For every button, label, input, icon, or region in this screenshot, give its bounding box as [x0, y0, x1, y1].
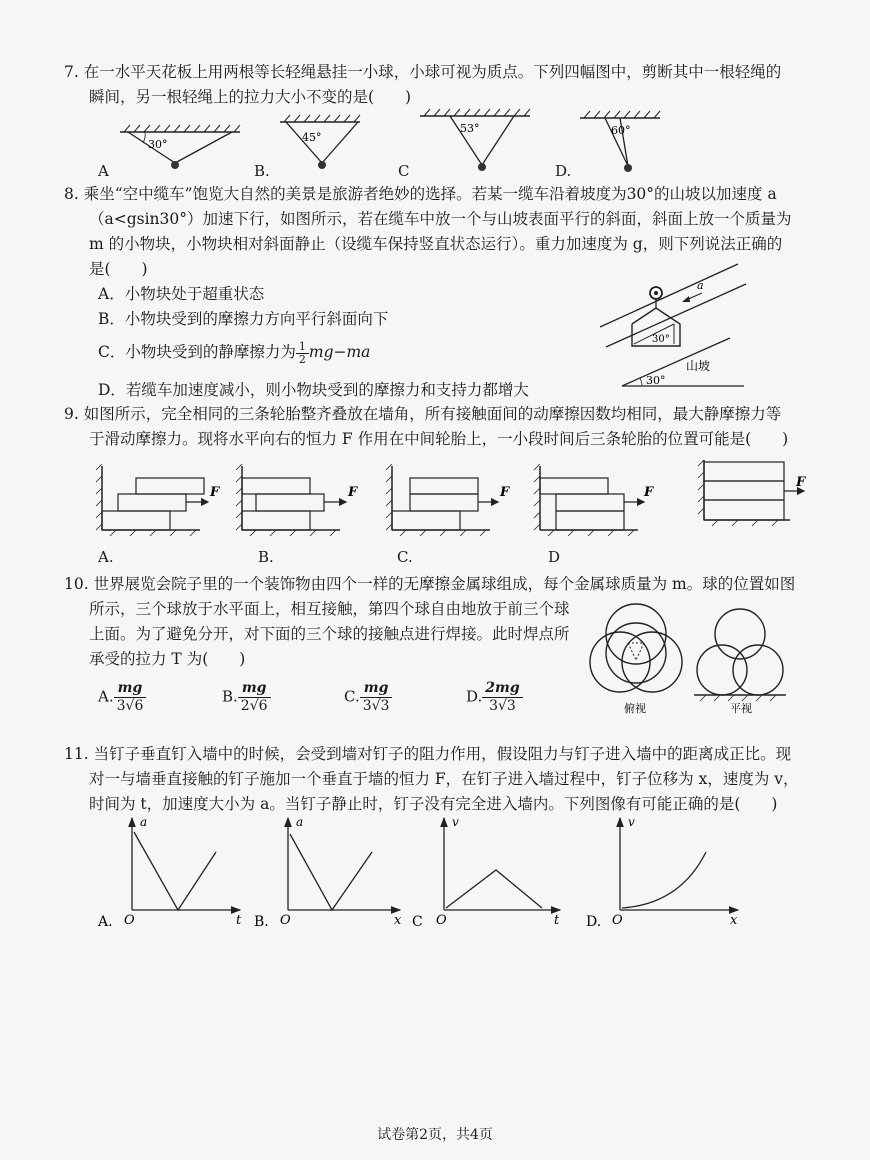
q8-option-b[interactable]: B．小物块受到的摩擦力方向平行斜面向下 — [98, 310, 389, 328]
q9-force-b: F — [348, 485, 358, 500]
q10-option-a[interactable]: A. $\frac{mg}{3√6}$ — [98, 680, 146, 715]
q7-option-c[interactable]: C — [398, 162, 410, 180]
svg-text:O: O — [612, 913, 623, 928]
q9-figure-a — [96, 464, 208, 536]
q9-figure-c — [386, 464, 498, 536]
q8-option-c-expr: mg−ma — [308, 343, 371, 361]
q9-force-a: F — [210, 485, 220, 500]
q8-option-c-text: C．小物块受到的静摩擦力为 — [98, 343, 296, 361]
q9-force-c: F — [500, 485, 510, 500]
q7-figure-c — [420, 109, 530, 171]
q7-angle-c: 53° — [460, 122, 480, 135]
q10-top-view — [590, 604, 682, 692]
q7-option-d[interactable]: D. — [555, 162, 572, 180]
svg-text:O: O — [436, 913, 447, 928]
q10-text-line1: 10. 世界展览会院子里的一个装饰物由四个一样的无摩擦金属球组成，每个金属球质量为 m。球的位置如图 — [64, 575, 796, 593]
q7-figure-d — [580, 111, 660, 172]
svg-text:x: x — [394, 913, 402, 928]
q8-option-d[interactable]: D．若缆车加速度减小，则小物块受到的摩擦力和支持力都增大 — [98, 381, 529, 399]
q9-tire-figures — [90, 458, 830, 540]
q8-text-line2: （a<gsin30°）加速下行，如图所示，若在缆车中放一个与山坡表面平行的斜面，斜面上放一个质量为 — [89, 210, 792, 228]
q9-figure-b — [236, 464, 346, 536]
q7-angle-d: 60° — [611, 124, 631, 137]
q10-text-line4: 承受的拉力 T 为( ) — [89, 650, 246, 668]
svg-text:v: v — [452, 815, 459, 829]
q9-text-line1: 9. 如图所示，完全相同的三条轮胎整齐叠放在墙角，所有接触面间的动摩擦因数均相同，最大静摩擦力等 — [64, 405, 782, 423]
q9-text-line2: 于滑动摩擦力。现将水平向右的恒力 F 作用在中间轮胎上，一小段时间后三条轮胎的位置可能是( ) — [89, 430, 789, 448]
q8-text-line3: m 的小物块，小物块相对斜面静止（设缆车保持竖直状态运行）。重力加速度为 g，则下列说法正确的 — [89, 235, 783, 253]
q10-option-b[interactable]: B. $\frac{mg}{2√6}$ — [222, 680, 271, 715]
q8-option-a[interactable]: A．小物块处于超重状态 — [98, 285, 265, 303]
q8-text-line4: 是( ) — [89, 260, 148, 278]
svg-text:O: O — [124, 913, 135, 928]
q10-side-view — [694, 609, 786, 701]
q7-figure-b — [280, 115, 360, 169]
svg-text:B.: B. — [254, 914, 269, 930]
svg-text:t: t — [236, 913, 242, 928]
q7-angle-b: 45° — [302, 131, 322, 144]
svg-text:A.: A. — [98, 914, 113, 930]
q10-spheres-figure — [584, 598, 804, 718]
q11-graph-c — [412, 815, 560, 930]
q11-text-line2: 对一与墙垂直接触的钉子施加一个垂直于墙的恒力 F，在钉子进入墙过程中，钉子位移为 x，速度为 v， — [89, 770, 799, 788]
q8-slope-angle: 30° — [646, 374, 666, 387]
svg-text:C: C — [412, 914, 423, 930]
svg-text:O: O — [280, 913, 291, 928]
q10-side-view-label: 平视 — [730, 702, 752, 715]
q7-figures — [90, 108, 670, 178]
q8-option-c-fraction: $\frac{1}{2}$ — [296, 341, 309, 366]
q10-top-view-label: 俯视 — [624, 702, 646, 715]
q11-text-line1: 11. 当钉子垂直钉入墙中的时候，会受到墙对钉子的阻力作用，假设阻力与钉子进入墙中的距离成正比。现 — [64, 745, 792, 763]
q10-option-c[interactable]: C. $\frac{mg}{3√3}$ — [344, 680, 392, 715]
svg-text:x: x — [730, 913, 738, 928]
q11-graph-d — [586, 815, 738, 930]
q9-force-reference: F — [796, 475, 806, 490]
svg-text:v: v — [628, 815, 635, 829]
svg-text:a: a — [296, 815, 304, 829]
q8-cable-car-figure — [598, 262, 748, 394]
q8-accel-label: a — [697, 279, 704, 292]
q7-angle-a: 30° — [148, 138, 168, 151]
q8-text-line1: 8. 乘坐“空中缆车”饱览大自然的美景是旅游者绝妙的选择。若某一缆车沿着坡度为30°的山坡以加速度 a — [64, 185, 777, 203]
q10-text-line3: 上面。为了避免分开，对下面的三个球的接触点进行焊接。此时焊点所 — [89, 625, 570, 643]
page-footer: 试卷第2页，共4页 — [377, 1127, 493, 1143]
q9-force-d: F — [644, 485, 654, 500]
q9-option-b[interactable]: B. — [258, 548, 274, 566]
q8-slope-label: 山坡 — [686, 359, 711, 373]
svg-text:t: t — [554, 913, 560, 928]
q9-figure-d — [534, 464, 644, 536]
q9-option-d[interactable]: D — [548, 548, 561, 566]
q11-graphs — [90, 812, 770, 932]
q7-option-a[interactable]: A — [98, 162, 109, 180]
q7-figure-a — [120, 125, 240, 169]
q9-option-a[interactable]: A. — [98, 548, 114, 566]
svg-text:D.: D. — [586, 914, 602, 930]
q7-text-line1: 7. 在一水平天花板上用两根等长轻绳悬挂一小球，小球可视为质点。下列四幅图中，剪断其中一根轻绳的 — [64, 63, 782, 81]
q10-option-d[interactable]: D. $\frac{2mg}{3√3}$ — [466, 680, 523, 715]
q9-figure-reference — [698, 460, 804, 526]
q11-graph-a — [97, 815, 242, 930]
q7-option-b[interactable]: B. — [254, 162, 270, 180]
q9-option-c[interactable]: C. — [397, 548, 413, 566]
q7-text-line2: 瞬间，另一根轻绳上的拉力大小不变的是( ) — [89, 88, 412, 106]
q8-option-c[interactable] — [98, 340, 370, 366]
q10-text-line2: 所示，三个球放于水平面上，相互接触，第四个球自由地放于前三个球 — [89, 600, 570, 618]
q11-text-line3: 时间为 t，加速度大小为 a。当钉子静止时，钉子没有完全进入墙内。下列图像有可能正确的是( ) — [89, 795, 778, 813]
svg-text:a: a — [140, 815, 148, 829]
q11-graph-b — [254, 815, 402, 930]
q8-car-angle: 30° — [652, 334, 670, 345]
